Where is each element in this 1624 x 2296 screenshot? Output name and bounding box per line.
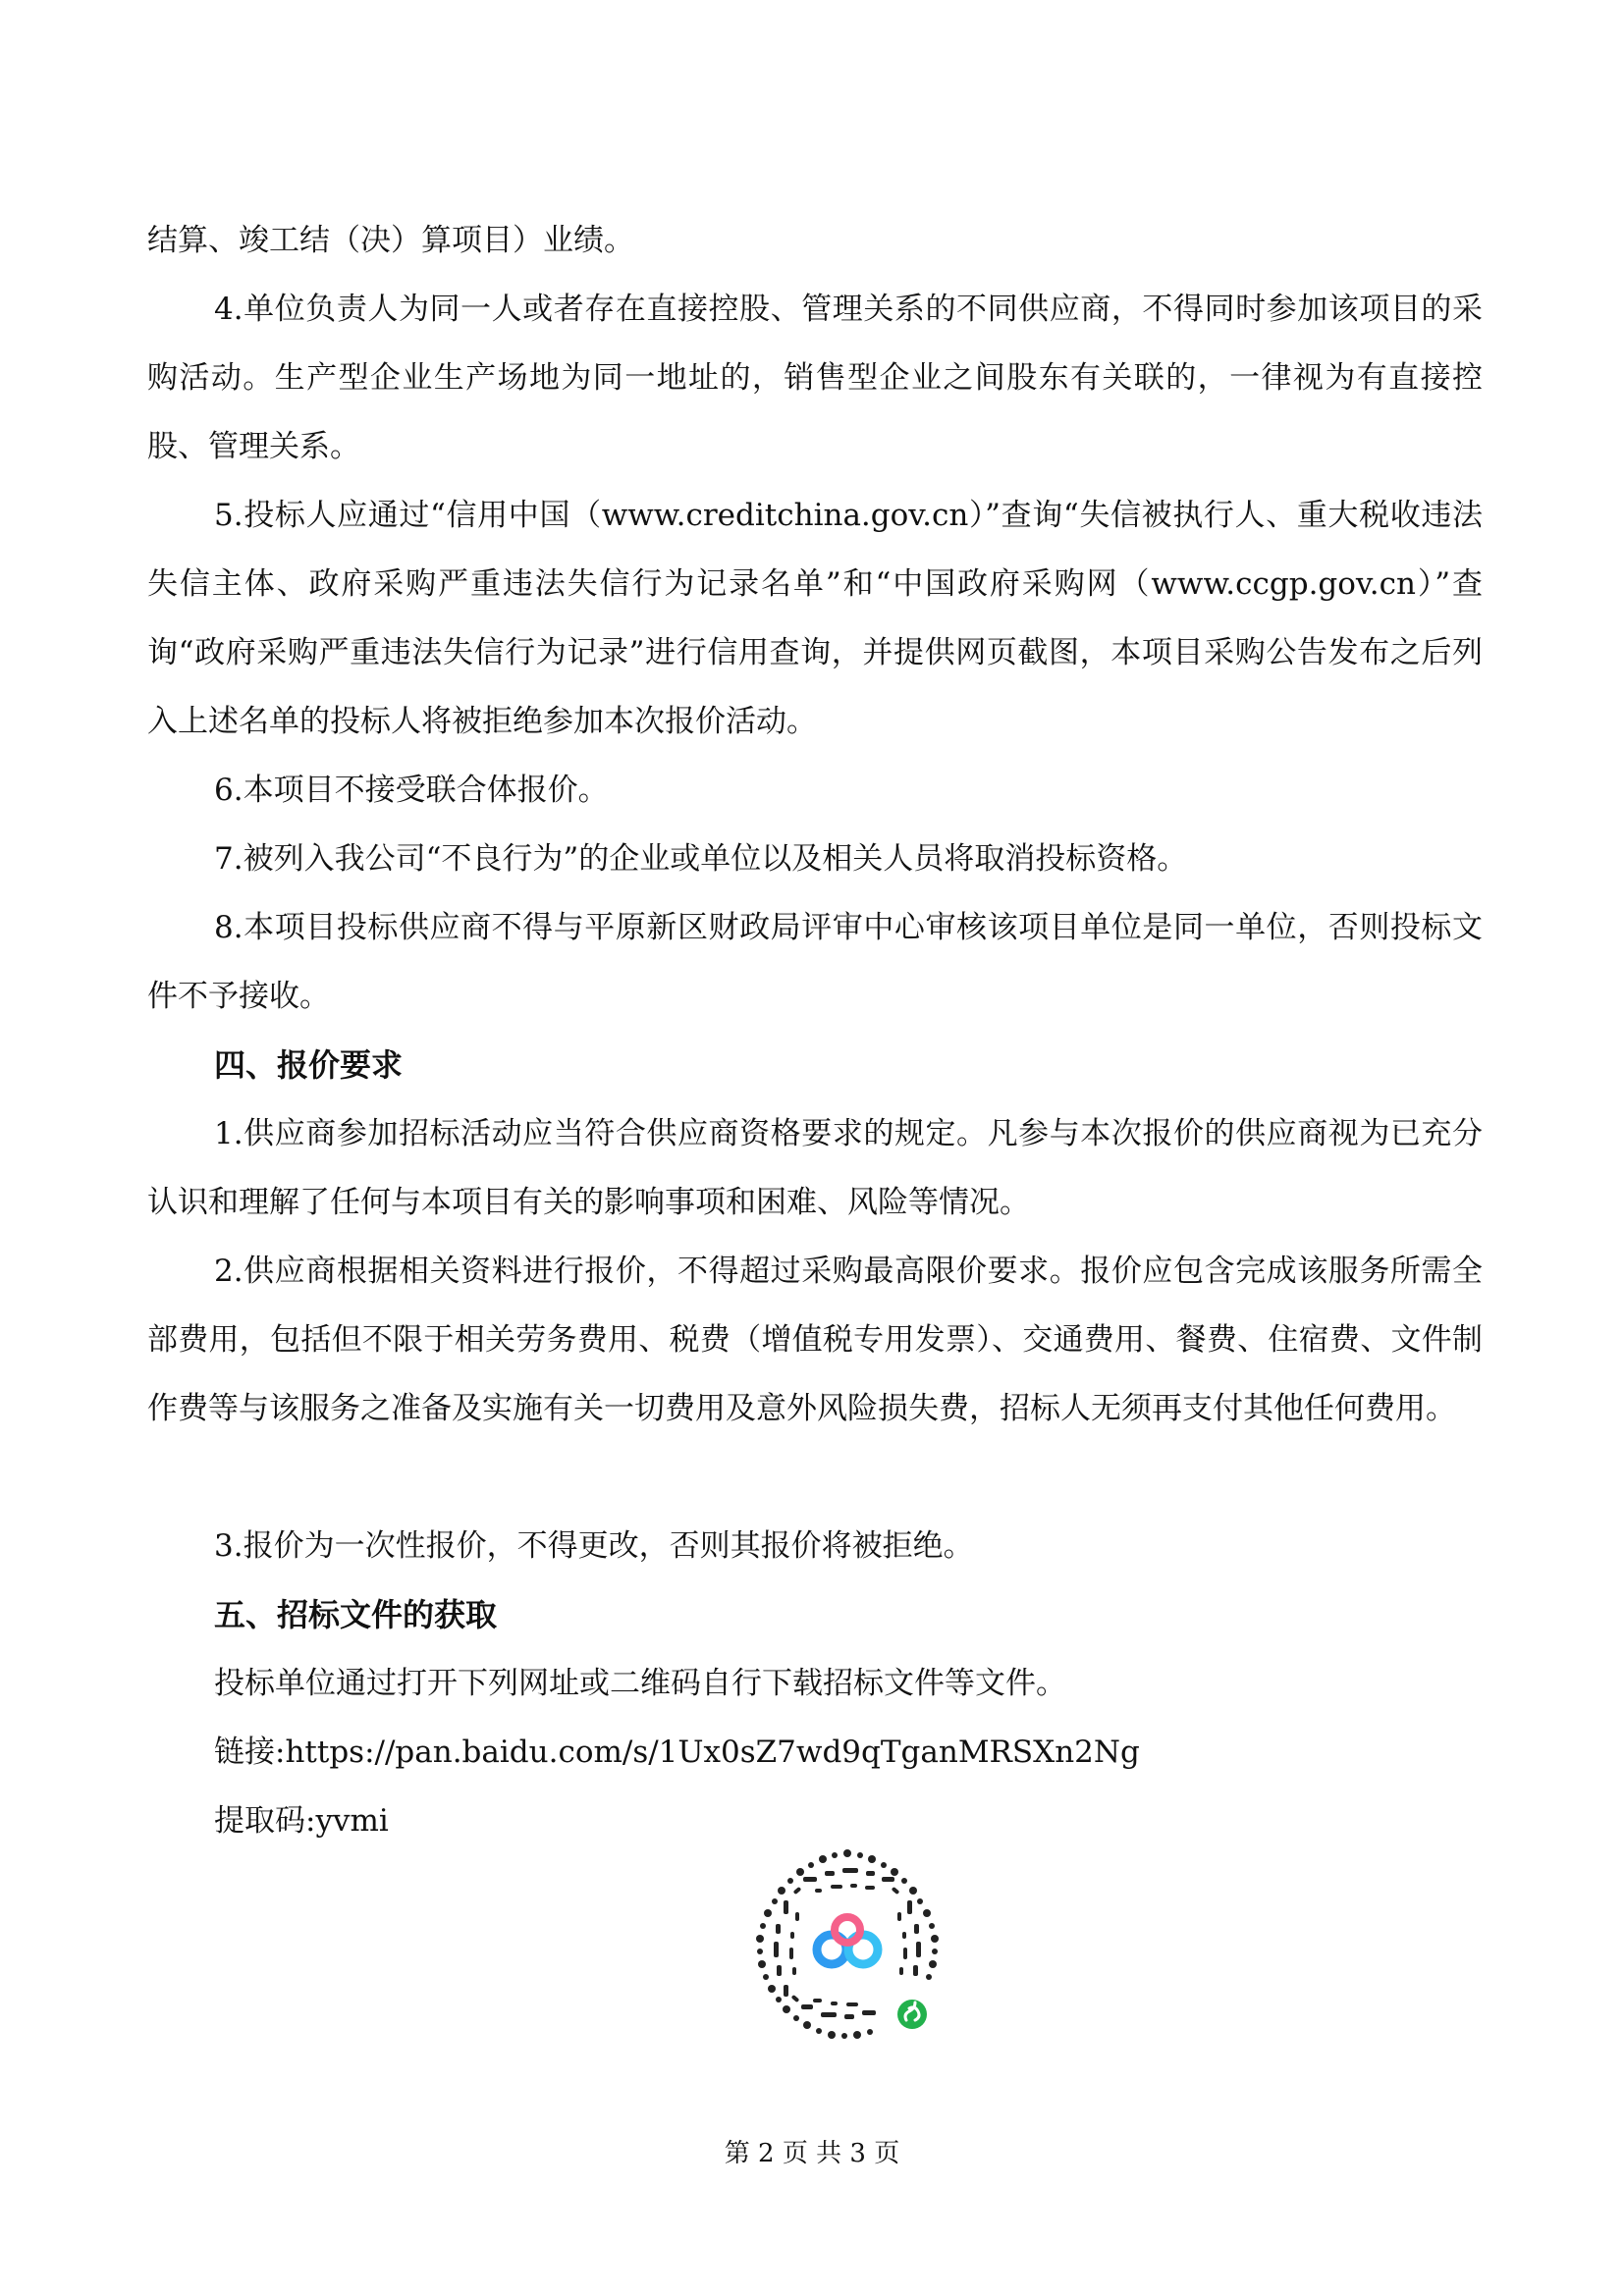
section-5-intro: 投标单位通过打开下列网址或二维码自行下载招标文件等文件。 [214, 1666, 1066, 1701]
section-5-heading: 五、招标文件的获取 [214, 1596, 498, 1633]
paragraph-item-5: 5.投标人应通过“信用中国（www.creditchina.gov.cn）”查询“失信被执行人、重大税收违法失信主体、政府采购严重违法失信行为记录名单”和“中国政府采购网（www.ccgp.gov.cn）”查询“政府采购严重违法失信行为记录”进行信用查询，并提供网页截图，本项目采购公告发布之后列入上述名单的投标人将被拒绝参加本次报价活动。 [147, 498, 1483, 739]
paragraph-item-4: 4.单位负责人为同一人或者存在直接控股、管理关系的不同供应商，不得同时参加该项目的采购活动。生产型企业生产场地为同一地址的，销售型企业之间股东有关联的，一律视为有直接控股、管理关系。 [147, 292, 1483, 464]
qr-code-graphic [744, 1842, 950, 2048]
section-4-item-3: 3.报价为一次性报价，不得更改，否则其报价将被拒绝。 [214, 1528, 974, 1564]
download-link[interactable]: 链接:https://pan.baidu.com/s/1Ux0sZ7wd9qTganMRSXn2Ng [214, 1735, 1140, 1770]
paragraph-continuation: 结算、竣工结（决）算项目）业绩。 [147, 223, 634, 258]
section-4-item-2: 2.供应商根据相关资料进行报价，不得超过采购最高限价要求。报价应包含完成该服务所需全部费用，包括但不限于相关劳务费用、税费（增值税专用发票）、交通费用、餐费、住宿费、文件制作费等与该服务之准备及实施有关一切费用及意外风险损失费，招标人无须再支付其他任何费用。 [147, 1254, 1483, 1426]
section-4-heading: 四、报价要求 [214, 1046, 404, 1084]
qr-code[interactable] [744, 1842, 950, 2048]
paragraph-item-6: 6.本项目不接受联合体报价。 [214, 773, 609, 808]
extraction-code: 提取码:yvmi [214, 1803, 389, 1839]
paragraph-item-7: 7.被列入我公司“不良行为”的企业或单位以及相关人员将取消投标资格。 [214, 841, 1188, 877]
mini-program-icon [897, 2000, 927, 2029]
paragraph-item-8: 8.本项目投标供应商不得与平原新区财政局评审中心审核该项目单位是同一单位，否则投标文件不予接收。 [147, 910, 1483, 1014]
section-4-item-1: 1.供应商参加招标活动应当符合供应商资格要求的规定。凡参与本次报价的供应商视为已充分认识和理解了任何与本项目有关的影响事项和困难、风险等情况。 [147, 1116, 1483, 1220]
page-footer: 第 2 页 共 3 页 [724, 2139, 900, 2168]
